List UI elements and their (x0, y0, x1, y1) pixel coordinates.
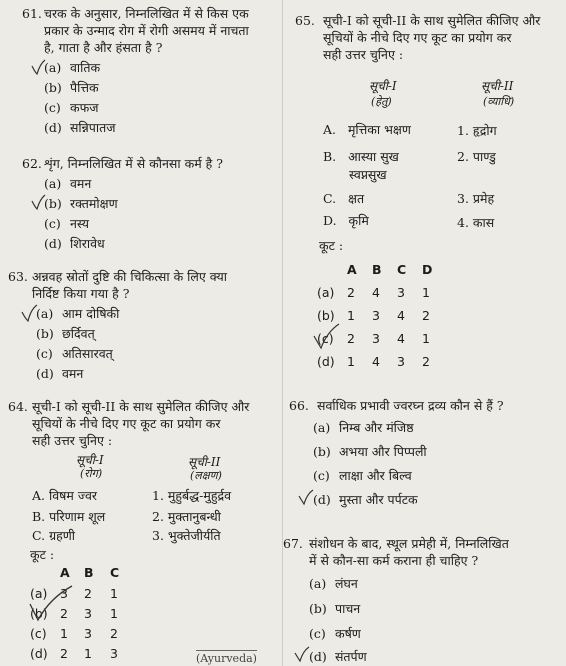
option-a[interactable]: (a) निम्ब और मंजिष्ठ (313, 420, 414, 435)
hand-tick-mark (30, 193, 46, 211)
list-2-item: 2. पाण्डु (457, 149, 496, 164)
list-2-item: 1. मुहुर्बद्ध-मुहुर्द्रव (152, 488, 232, 503)
question-text-line: में से कौन-सा कर्म कराना ही चाहिए ? (309, 553, 479, 568)
list-1-subheading: (हेतु) (371, 95, 392, 108)
option-a[interactable]: (a) वातिक (44, 60, 101, 75)
question-number: 66. (289, 398, 309, 413)
option-c[interactable]: (c) अतिसारवत् (36, 346, 113, 361)
question-number: 62. (22, 156, 42, 171)
list-1-item: C. ग्रहणी (32, 528, 76, 543)
question-text-line: निर्दिष्ट किया गया है ? (32, 286, 130, 301)
list-2-item: 1. हृद्रोग (457, 123, 497, 138)
option-d[interactable]: (d) शिरावेध (44, 236, 105, 251)
option-c[interactable]: (c) लाक्षा और बिल्व (313, 468, 412, 483)
list-1-subheading: (रोग) (80, 467, 103, 480)
list-1-item: D. कृमि (323, 213, 369, 228)
hand-tick-mark (20, 303, 38, 323)
option-d[interactable]: (d) संतर्पण (309, 649, 367, 664)
option-a[interactable]: (a) आम दोषिकी (36, 306, 120, 321)
grid-col-head: A (347, 262, 357, 277)
question-text-line: संशोधन के बाद, स्थूल प्रमेही में, निम्नलिखित (309, 536, 509, 551)
question-text-line: सही उत्तर चुनिए : (32, 433, 113, 448)
option-b[interactable]: (b) रक्तमोक्षण (44, 196, 118, 211)
option-b[interactable]: (b) पैत्तिक (44, 80, 99, 95)
grid-col-head: D (422, 262, 433, 277)
list-1-heading: सूची-I (76, 453, 104, 467)
option-b[interactable]: (b) अभया और पिप्पली (313, 444, 427, 459)
question-text-line: सूची-I को सूची-II के साथ सुमेलित कीजिए और (323, 13, 541, 28)
list-2-item: 3. भुक्तेजीर्यति (152, 528, 221, 543)
question-text-line: चरक के अनुसार, निम्नलिखित में से किस एक (44, 6, 249, 21)
grid-col-head: A (60, 565, 70, 580)
column-divider (282, 0, 283, 666)
list-2-subheading: (लक्षण) (190, 469, 222, 482)
koot-label: कूट : (30, 547, 55, 562)
question-text-line: सही उत्तर चुनिए : (323, 47, 404, 62)
question-text-line: शृंग, निम्नलिखित में से कौनसा कर्म है ? (44, 156, 223, 171)
hand-tick-mark (293, 645, 311, 663)
list-2-heading: सूची-II (188, 455, 221, 469)
option-d[interactable]: (d) मुस्ता और पर्पटक (313, 492, 418, 507)
option-b[interactable]: (b) छर्दिवत् (36, 326, 95, 341)
option-d[interactable]: (d) वमन (36, 366, 84, 381)
question-number: 65. (295, 13, 315, 28)
question-number: 61. (22, 6, 42, 21)
page-footer: (Ayurveda) (196, 652, 257, 665)
list-2-item: 2. मुक्तानुबन्धी (152, 509, 221, 524)
grid-col-head: C (110, 565, 120, 580)
question-number: 63. (8, 269, 28, 284)
question-number: 64. (8, 399, 28, 414)
option-a[interactable]: (a) वमन (44, 176, 92, 191)
question-text-line: सूचियों के नीचे दिए गए कूट का प्रयोग कर (32, 416, 221, 431)
grid-col-head: B (372, 262, 382, 277)
question-number: 67. (283, 536, 303, 551)
option-b[interactable]: (b) पाचन (309, 601, 361, 616)
list-2-subheading: (व्याधि) (483, 95, 515, 108)
list-2-item: 3. प्रमेह (457, 191, 495, 206)
list-1-item: C. क्षत (323, 191, 365, 206)
grid-col-head: C (397, 262, 407, 277)
option-c[interactable]: (c) कर्षण (309, 626, 361, 641)
list-1-heading: सूची-I (369, 79, 397, 93)
grid-col-head: B (84, 565, 94, 580)
question-text-line: सर्वाधिक प्रभावी ज्वरघ्न द्रव्य कौन से हैं ? (317, 398, 504, 413)
option-a[interactable]: (a) लंघन (309, 576, 358, 591)
question-text-line: प्रकार के उन्माद रोग में रोगी असमय में नाचता (44, 23, 249, 38)
question-text-line: सूची-I को सूची-II के साथ सुमेलित कीजिए और (32, 399, 250, 414)
list-1-item: B. परिणाम शूल (32, 509, 106, 524)
question-text-line: सूचियों के नीचे दिए गए कूट का प्रयोग कर (323, 30, 512, 45)
question-text-line: अन्नवह स्रोतों दुष्टि की चिकित्सा के लिए क्या (32, 269, 227, 284)
option-c[interactable]: (c) कफज (44, 100, 99, 115)
list-2-heading: सूची-II (481, 79, 514, 93)
hand-tick-mark (297, 488, 315, 506)
option-c[interactable]: (c) नस्य (44, 216, 90, 231)
hand-tick-mark (26, 584, 76, 624)
list-1-item: A. विषम ज्वर (32, 488, 98, 503)
list-1-item-continuation: स्वप्नसुख (349, 167, 387, 182)
koot-label: कूट : (319, 238, 344, 253)
question-text-line: है, गाता है और हंसता है ? (44, 40, 163, 55)
option-d[interactable]: (d) सन्निपातज (44, 120, 116, 135)
list-1-item: A. मृत्तिका भक्षण (323, 122, 411, 137)
hand-tick-mark (30, 58, 46, 76)
list-1-item: B. आस्या सुख (323, 149, 399, 164)
hand-tick-mark (311, 322, 341, 350)
list-2-item: 4. कास (457, 215, 495, 230)
